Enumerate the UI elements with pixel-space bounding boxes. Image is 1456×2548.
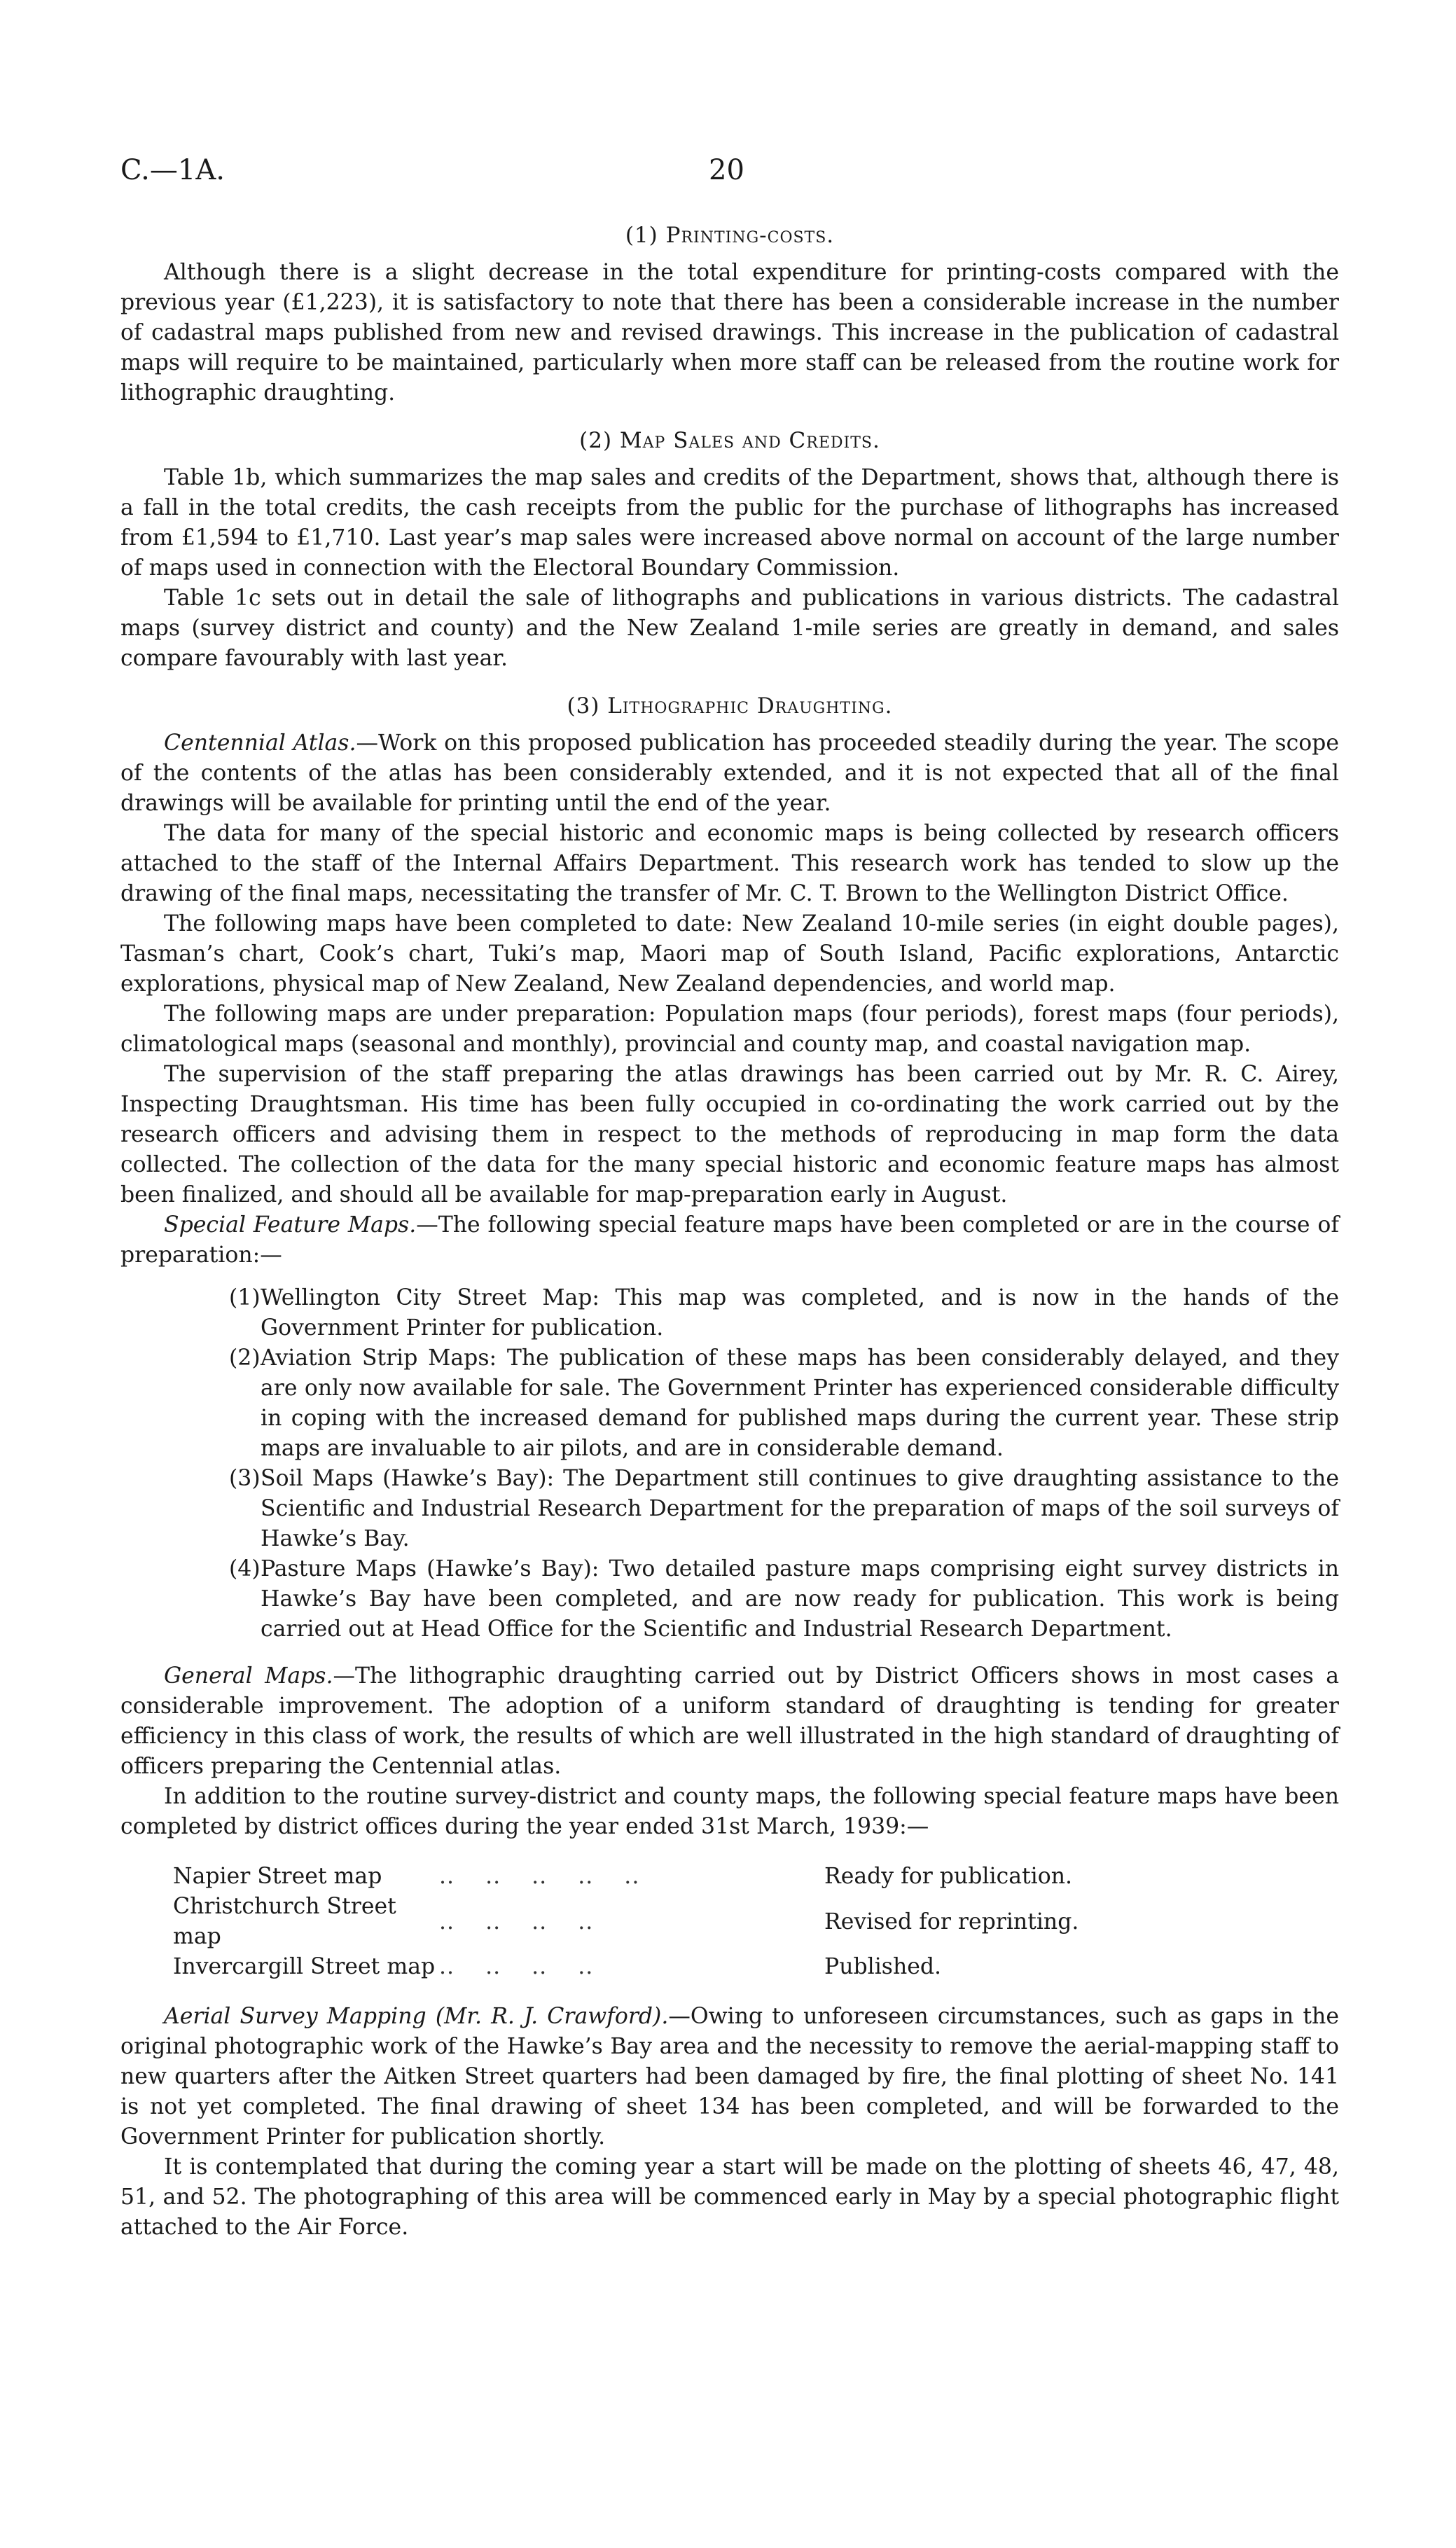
list-text: Pasture Maps (Hawke’s Bay): Two detailed pasture maps comprising eight survey districts in Hawke’s Bay have been completed, and are now ready for publication. This work is being carried out at Head Office for the Scientific and Industrial Research Department. (261, 1556, 1339, 1642)
paragraph: In addition to the routine survey-district and county maps, the following special feature maps have been completed by district offices during the year ended 31st March, 1939:— (120, 1784, 1339, 1839)
paragraph: Although there is a slight decrease in the total expenditure for printing-costs compared with the previous year (£1,223), it is satisfactory to note that there has been a considerable increase in the number of cadastral maps published from new and revised drawings. This increase in the publication of cadastral maps will require to be maintained, particularly when more staff can be released from the routine work for lithographic draughting. (120, 260, 1339, 406)
map-name: Invercargill Street map (173, 1954, 436, 1979)
map-name: Napier Street map (173, 1864, 382, 1889)
list-number: (1) (229, 1285, 261, 1310)
paragraph-text: —Owing to unforeseen circumstances, such as gaps in the original photographic work of the Hawke’s Bay area and the necessity to remove the aerial-mapping staff to new quarters after the Aitken Street quarters had been damaged by fire, the final plotting of sheet No. 141 is not yet completed. The final drawing of sheet 134 has been completed, and will be forwarded to the Government Printer for publication shortly. (120, 2004, 1339, 2149)
table-row (173, 1952, 1079, 1982)
page-header (120, 154, 1339, 203)
run-in-heading: Centennial Atlas. (164, 731, 356, 756)
map-name: Christchurch Street map (173, 1894, 396, 1949)
list-text: Wellington City Street Map: This map was completed, and is now in the hands of the Government Printer for publication. (261, 1285, 1339, 1341)
list-item (120, 1343, 1339, 1464)
map-status: Revised for reprinting. (824, 1909, 1079, 1934)
page-number: 20 (709, 154, 744, 186)
list-text: Aviation Strip Maps: The publication of these maps has been considerably delayed, and they are only now available for sale. The Government Printer has experienced considerable difficulty in coping with the increased demand for published maps during the current year. These strip maps are invaluable to air pilots, and are in considerable demand. (261, 1345, 1339, 1461)
section-heading-lithographic-draughting: (3) Lithographic Draughting. (567, 693, 893, 719)
paragraph: The following maps are under preparation: Population maps (four periods), forest maps (four periods), climatological maps (seasonal and monthly), provincial and county map, and coastal navigation map. (120, 1002, 1339, 1057)
paragraph-text: —Work on this proposed publication has proceeded steadily during the year. The scope of the contents of the atlas has been considerably extended, and it is not expected that all of the final drawings will be available for printing until the end of the year. (120, 731, 1339, 816)
list-item (120, 1554, 1339, 1645)
paragraph: The data for many of the special historic and economic maps is being collected by research officers attached to the staff of the Internal Affairs Department. This research work has tended to slow up the drawing of the final maps, necessitating the transfer of Mr. C. T. Brown to the Wellington District Office. (120, 821, 1339, 906)
leader-dots: .. .. .. .. (439, 1954, 594, 1979)
paragraph: The supervision of the staff preparing the atlas drawings has been carried out by Mr. R. C. Airey, Inspecting Draughtsman. His time has been fully occupied in co-ordinating the work carried out by the research officers and advising them in respect to the methods of reproducing in map form the data collected. The collection of the data for the many special historic and economic feature maps has almost been finalized, and should all be available for map-preparation early in August. (120, 1062, 1339, 1207)
paragraph-general-maps (120, 1661, 1339, 1782)
table-row (173, 1892, 1079, 1952)
paragraph-text: —The following special feature maps have been completed or are in the course of preparation:— (120, 1212, 1340, 1268)
paragraph-text: —The lithographic draughting carried out by District Officers shows in most cases a considerable improvement. The adoption of a uniform standard of draughting is tending for greater efficiency in this class of work, the results of which are well illustrated in the high standard of draughting of officers preparing the Centennial atlas. (120, 1663, 1339, 1779)
leader-dots: .. .. .. .. (439, 1909, 594, 1934)
map-status: Ready for publication. (824, 1864, 1072, 1889)
list-number: (3) (229, 1466, 261, 1491)
run-in-heading: General Maps. (164, 1663, 333, 1689)
paragraph-centennial-atlas (120, 728, 1339, 819)
run-in-heading: Special Feature Maps. (164, 1212, 417, 1238)
leader-dots: .. .. .. .. .. (439, 1864, 640, 1889)
paragraph: Table 1b, which summarizes the map sales and credits of the Department, shows that, although there is a fall in the total credits, the cash receipts from the public for the purchase of lithographs has increased from £1,594 to £1,710. Last year’s map sales were increased above normal on account of the large number of maps used in connection with the Electoral Boundary Commission. (120, 465, 1339, 581)
run-in-heading: Aerial Survey Mapping (Mr. R. J. Crawford). (164, 2004, 669, 2029)
paragraph: The following maps have been completed to date: New Zealand 10-mile series (in eight double pages), Tasman’s chart, Cook’s chart, Tuki’s map, Maori map of South Island, Pacific explorations, Antarctic explorations, physical map of New Zealand, New Zealand dependencies, and world map. (120, 911, 1339, 997)
section-heading-map-sales: (2) Map Sales and Credits. (579, 428, 880, 453)
list-item (120, 1283, 1339, 1343)
report-reference: C.—1A. (120, 154, 225, 186)
paragraph-aerial-survey (120, 2002, 1339, 2152)
document-page (120, 154, 1339, 2243)
list-item (120, 1464, 1339, 1554)
map-status: Published. (824, 1954, 942, 1979)
district-maps-table (173, 1862, 1079, 1982)
paragraph: It is contemplated that during the coming year a start will be made on the plotting of sheets 46, 47, 48, 51, and 52. The photographing of this area will be commenced early in May by a special photographic flight attached to the Air Force. (120, 2154, 1339, 2240)
special-feature-maps-list (120, 1283, 1339, 1645)
list-number: (2) (229, 1345, 261, 1371)
paragraph-special-feature-maps (120, 1210, 1339, 1270)
section-heading-printing-costs: (1) Printing-costs. (625, 223, 835, 248)
list-text: Soil Maps (Hawke’s Bay): The Department still continues to give draughting assistance to the Scientific and Industrial Research Department for the preparation of maps of the soil surveys of Hawke’s Bay. (261, 1466, 1339, 1551)
list-number: (4) (229, 1556, 261, 1581)
table-row (173, 1862, 1079, 1892)
paragraph: Table 1c sets out in detail the sale of lithographs and publications in various districts. The cadastral maps (survey district and county) and the New Zealand 1-mile series are greatly in demand, and sales compare favourably with last year. (120, 586, 1339, 671)
